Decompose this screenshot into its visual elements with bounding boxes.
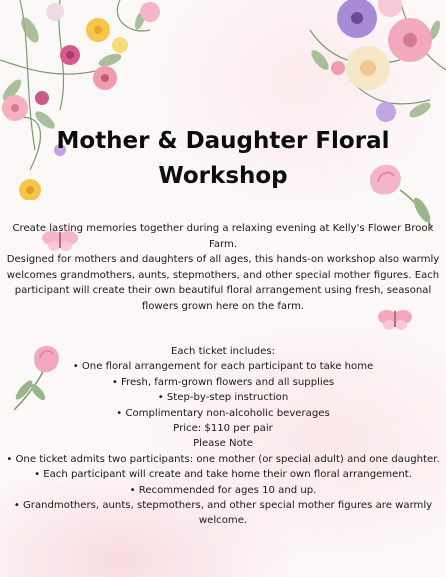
note-item: • Recommended for ages 10 and up. <box>129 484 317 496</box>
ticket-heading: Each ticket includes: <box>170 346 276 357</box>
price-text: Price: $110 per pair <box>173 423 273 435</box>
title-line-1: Mother & Daughter Floral <box>56 128 390 154</box>
ticket-item: • One floral arrangement for each participant to take home <box>72 361 374 373</box>
intro-section <box>4 221 442 315</box>
ticket-item: • Fresh, farm-grown flowers and all supplies <box>111 376 335 388</box>
floral-cluster-top-right <box>290 0 446 140</box>
page-title <box>0 124 446 194</box>
intro-paragraph-1: Create lasting memories together during a relaxing evening at Kelly's Flower Brook Farm. <box>12 223 434 250</box>
details-section <box>0 344 446 529</box>
note-item: • One ticket admits two participants: one mother (or special adult) and one daughter. <box>6 453 440 465</box>
note-item: • Each participant will create and take home their own floral arrangement. <box>34 469 412 481</box>
ticket-item: • Complimentary non-alcoholic beverages <box>116 407 330 419</box>
note-item: • Grandmothers, aunts, stepmothers, and other special mother figures are warmly welcome. <box>13 500 433 527</box>
title-line-2: Workshop <box>158 163 288 189</box>
intro-paragraph-2: Designed for mothers and daughters of all ages, this hands-on workshop also warmly welcomes grandmothers, aunts, stepmothers, and other special mother figures. Each participant will create their own beautiful floral arrangement using fresh, seasonal flowers grown here on the farm. <box>6 254 440 312</box>
notes-heading: Please Note <box>193 438 253 450</box>
ticket-item: • Step-by-step instruction <box>157 392 289 404</box>
